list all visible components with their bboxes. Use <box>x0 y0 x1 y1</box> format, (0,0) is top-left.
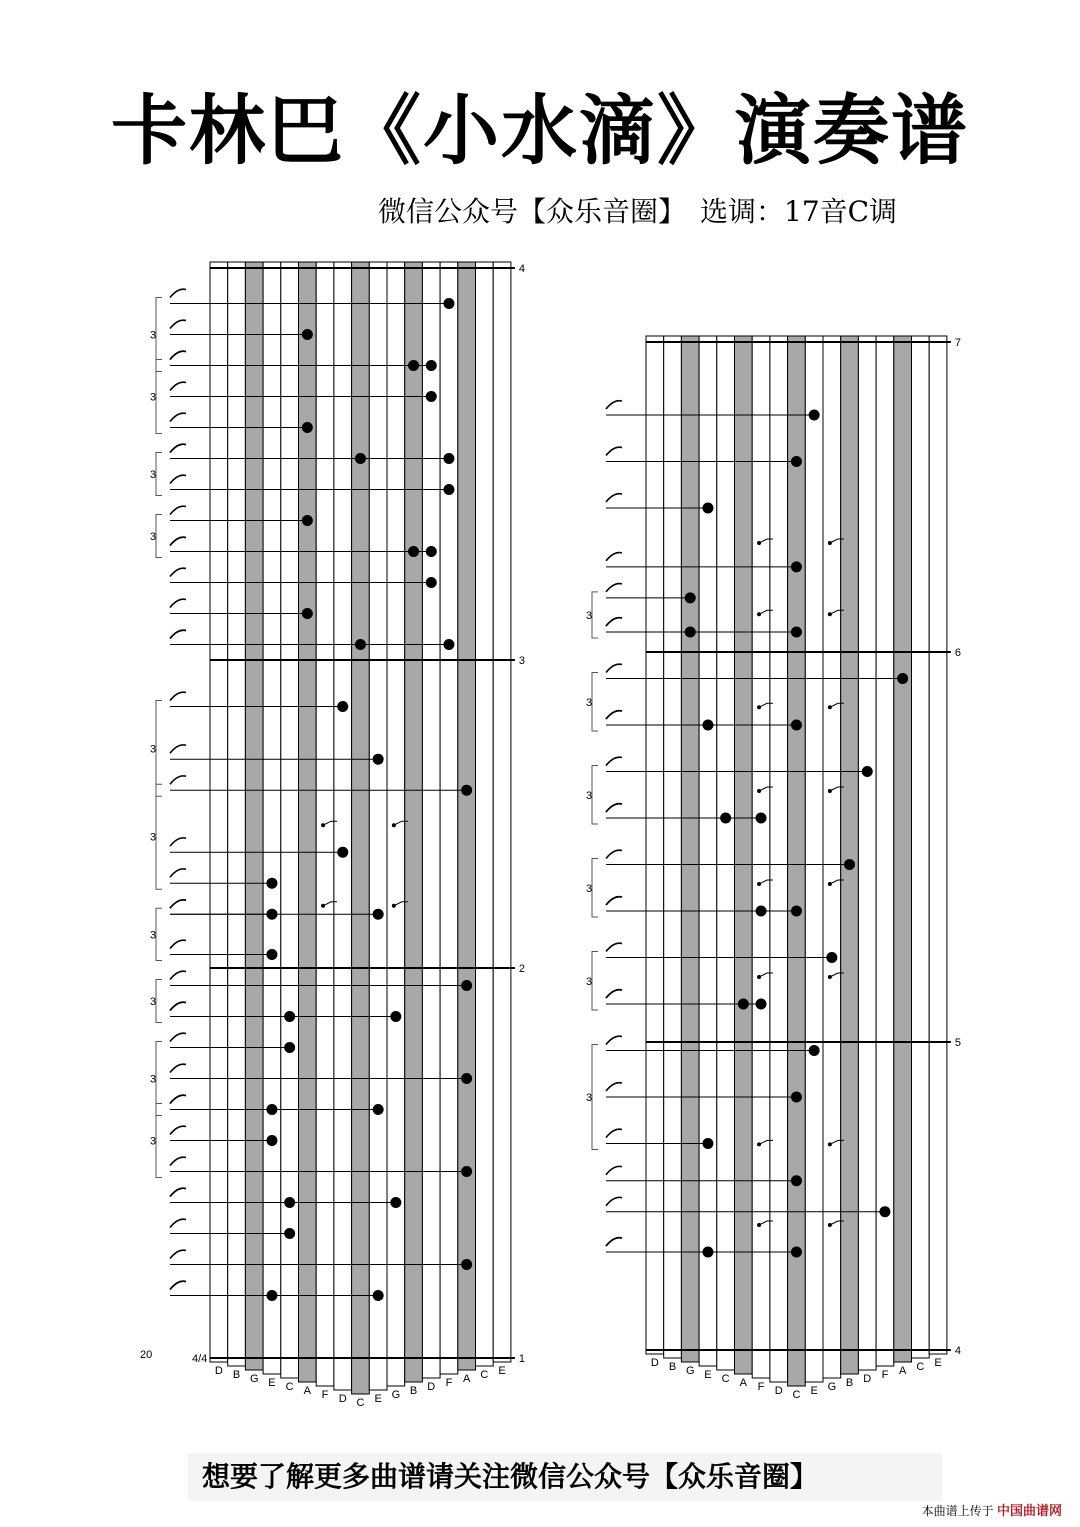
eighth-flag-icon <box>170 382 186 390</box>
note-dot-icon <box>862 766 873 777</box>
tine-label-F: F <box>445 1377 453 1389</box>
tine-15 <box>476 262 494 1366</box>
triplet-bracket <box>156 784 162 889</box>
note-dot-icon <box>426 391 437 402</box>
triplet-label: 3 <box>585 1092 593 1104</box>
note-dot-icon <box>461 1073 472 1084</box>
note-dot-icon <box>443 639 454 650</box>
note-dot-icon <box>302 422 313 433</box>
triplet-bracket <box>156 360 162 434</box>
eighth-flag-icon <box>606 1238 622 1246</box>
tine-11 <box>841 336 859 1374</box>
eighth-flag-icon <box>170 599 186 607</box>
eighth-flag-icon <box>170 776 186 784</box>
note-dot-icon <box>826 952 837 963</box>
eighth-flag-icon <box>606 584 622 592</box>
note-dot-icon <box>266 949 277 960</box>
eighth-flag-icon <box>170 900 186 908</box>
eighth-flag-icon <box>170 869 186 877</box>
measure-number: 1 <box>518 1353 526 1365</box>
eighth-flag-icon <box>170 1281 186 1289</box>
note-dot-icon <box>266 1135 277 1146</box>
tine-label-C: C <box>480 1369 489 1381</box>
tine-8 <box>788 336 806 1386</box>
triplet-label: 3 <box>585 882 593 895</box>
measure-number: 6 <box>954 647 962 659</box>
tine-label-B: B <box>232 1369 241 1381</box>
triplet-bracket <box>592 1045 598 1150</box>
note-dot-icon <box>461 785 472 796</box>
tine-label-D: D <box>427 1381 436 1393</box>
tine-12 <box>422 262 440 1378</box>
eighth-flag-icon <box>606 757 622 765</box>
tine-label-C: C <box>916 1361 925 1373</box>
tine-1 <box>664 336 682 1358</box>
tine-label-A: A <box>303 1385 312 1397</box>
tine-label-B: B <box>409 1385 418 1397</box>
triplet-label: 3 <box>149 743 157 756</box>
tine-label-C: C <box>356 1397 365 1409</box>
eighth-flag-icon <box>606 804 622 812</box>
eighth-flag-icon <box>170 568 186 576</box>
eighth-flag-icon <box>170 1002 186 1010</box>
triplet-label: 3 <box>149 929 157 942</box>
tine-8 <box>352 262 370 1394</box>
page-title: 卡林巴《小水滴》演奏谱 <box>111 86 969 175</box>
eighth-flag-icon <box>606 494 622 502</box>
triplet-bracket <box>156 980 162 1023</box>
triplet-label: 3 <box>585 789 593 802</box>
eighth-flag-icon <box>606 618 622 626</box>
tine-label-B: B <box>668 1361 677 1373</box>
tine-4 <box>717 336 735 1370</box>
note-dot-icon <box>390 1197 401 1208</box>
triplet-label: 3 <box>149 391 157 404</box>
note-dot-icon <box>337 701 348 712</box>
eighth-flag-icon <box>606 897 622 905</box>
eighth-flag-icon <box>170 940 186 948</box>
tine-label-E: E <box>704 1369 712 1381</box>
note-dot-icon <box>461 1259 472 1270</box>
note-dot-icon <box>284 1042 295 1053</box>
tine-2 <box>245 262 263 1370</box>
eighth-flag-icon <box>606 1197 622 1205</box>
measure-number: 5 <box>954 1037 962 1049</box>
eighth-flag-icon <box>170 1188 186 1196</box>
measure-number: 4 <box>954 1345 962 1357</box>
tine-label-D: D <box>214 1365 223 1377</box>
note-dot-icon <box>266 878 277 889</box>
eighth-flag-icon <box>606 711 622 719</box>
note-dot-icon <box>702 503 713 514</box>
eighth-flag-icon <box>606 553 622 561</box>
score-column-1 <box>150 262 525 1409</box>
tine-label-G: G <box>827 1381 837 1393</box>
tine-label-A: A <box>462 1373 471 1385</box>
triplet-label: 3 <box>149 469 157 481</box>
eighth-flag-icon <box>170 475 186 483</box>
note-dot-icon <box>302 608 313 619</box>
eighth-flag-icon <box>606 664 622 672</box>
tine-6 <box>752 336 770 1378</box>
measure-number: 2 <box>518 963 526 975</box>
note-dot-icon <box>791 561 802 572</box>
eighth-flag-icon <box>170 289 186 297</box>
tine-label-F: F <box>757 1381 765 1393</box>
watermark-prefix: 本曲谱上传于 <box>921 1504 994 1518</box>
note-dot-icon <box>791 1175 802 1186</box>
tine-label-F: F <box>881 1369 889 1381</box>
tine-label-C: C <box>792 1389 801 1401</box>
triplet-bracket <box>592 766 598 825</box>
triplet-bracket <box>592 859 598 918</box>
tine-11 <box>405 262 423 1382</box>
tine-label-D: D <box>338 1393 347 1405</box>
eighth-flag-icon <box>170 351 186 359</box>
tine-label-E: E <box>934 1357 942 1369</box>
eighth-flag-icon <box>170 1219 186 1227</box>
eighth-flag-icon <box>606 1129 622 1137</box>
tine-label-E: E <box>810 1385 818 1397</box>
tine-label-E: E <box>374 1393 382 1405</box>
note-dot-icon <box>302 329 313 340</box>
measure-count: 20 <box>140 1349 153 1361</box>
eighth-flag-icon <box>606 850 622 858</box>
note-dot-icon <box>791 720 802 731</box>
note-dot-icon <box>337 847 348 858</box>
note-dot-icon <box>284 1228 295 1239</box>
tine-label-E: E <box>268 1377 276 1389</box>
triplet-label: 3 <box>585 696 593 709</box>
note-dot-icon <box>443 298 454 309</box>
note-dot-icon <box>791 456 802 467</box>
note-dot-icon <box>809 1045 820 1056</box>
eighth-flag-icon <box>606 1166 622 1174</box>
tine-7 <box>770 336 788 1382</box>
triplet-bracket <box>156 515 162 558</box>
time-signature: 4/4 <box>192 1353 208 1365</box>
triplet-bracket <box>156 453 162 496</box>
note-dot-icon <box>443 484 454 495</box>
tine-5 <box>735 336 753 1374</box>
note-dot-icon <box>373 1290 384 1301</box>
note-dot-icon <box>302 515 313 526</box>
tine-label-A: A <box>739 1377 748 1389</box>
eighth-flag-icon <box>170 838 186 846</box>
triplet-label: 3 <box>149 1073 157 1086</box>
tine-16 <box>929 336 947 1354</box>
eighth-flag-icon <box>606 943 622 951</box>
note-dot-icon <box>685 592 696 603</box>
eighth-flag-icon <box>606 401 622 409</box>
note-dot-icon <box>791 1092 802 1103</box>
tine-16 <box>493 262 511 1362</box>
triplet-label: 3 <box>149 996 157 1008</box>
triplet-bracket <box>592 592 598 638</box>
triplet-label: 3 <box>149 531 157 543</box>
triplet-bracket <box>156 298 162 372</box>
eighth-flag-icon <box>606 447 622 455</box>
watermark <box>922 1500 1062 1519</box>
tine-label-G: G <box>249 1373 259 1385</box>
note-dot-icon <box>461 980 472 991</box>
measure-number: 4 <box>518 263 526 275</box>
eighth-flag-icon <box>170 1250 186 1258</box>
eighth-flag-icon <box>170 444 186 452</box>
eighth-flag-icon <box>170 745 186 753</box>
eighth-flag-icon <box>170 1157 186 1165</box>
tine-label-D: D <box>863 1373 872 1385</box>
tine-label-E: E <box>498 1365 506 1377</box>
triplet-label: 3 <box>149 1135 157 1148</box>
tine-14 <box>458 262 476 1370</box>
tine-0 <box>646 336 664 1354</box>
triplet-bracket <box>156 1104 162 1178</box>
eighth-flag-icon <box>170 1064 186 1072</box>
note-dot-icon <box>756 813 767 824</box>
tine-14 <box>894 336 912 1362</box>
tine-label-C: C <box>285 1381 294 1393</box>
eighth-flag-icon <box>170 1126 186 1134</box>
eighth-flag-icon <box>170 320 186 328</box>
note-dot-icon <box>756 999 767 1010</box>
eighth-flag-icon <box>170 630 186 638</box>
tine-label-G: G <box>391 1389 401 1401</box>
tine-2 <box>681 336 699 1362</box>
note-dot-icon <box>461 1166 472 1177</box>
tine-label-G: G <box>685 1365 695 1377</box>
eighth-flag-icon <box>170 971 186 979</box>
tine-7 <box>334 262 352 1390</box>
triplet-label: 3 <box>585 609 593 622</box>
subtitle: 微信公众号【众乐音圈】 选调：17音C调 <box>378 195 898 228</box>
note-dot-icon <box>702 1138 713 1149</box>
note-dot-icon <box>844 859 855 870</box>
tine-9 <box>369 262 387 1390</box>
triplet-bracket <box>156 908 162 960</box>
eighth-flag-icon <box>170 537 186 545</box>
triplet-label: 3 <box>585 975 593 988</box>
note-dot-icon <box>791 906 802 917</box>
note-dot-icon <box>390 1011 401 1022</box>
triplet-bracket <box>592 673 598 732</box>
tine-3 <box>263 262 281 1374</box>
note-dot-icon <box>373 754 384 765</box>
note-dot-icon <box>879 1206 890 1217</box>
note-dot-icon <box>373 909 384 920</box>
tine-13 <box>440 262 458 1374</box>
triplet-label: 3 <box>149 831 157 844</box>
note-dot-icon <box>809 410 820 421</box>
note-dot-icon <box>897 673 908 684</box>
eighth-flag-icon <box>170 1033 186 1041</box>
tine-label-F: F <box>321 1389 329 1401</box>
measure-number: 3 <box>518 655 526 667</box>
note-dot-icon <box>426 360 437 371</box>
tine-10 <box>823 336 841 1378</box>
tine-label-D: D <box>774 1385 783 1397</box>
triplet-bracket <box>156 701 162 797</box>
eighth-flag-icon <box>170 506 186 514</box>
tine-4 <box>281 262 299 1378</box>
tine-label-A: A <box>898 1365 907 1377</box>
note-dot-icon <box>373 1104 384 1115</box>
eighth-flag-icon <box>170 1095 186 1103</box>
note-dot-icon <box>791 627 802 638</box>
triplet-label: 3 <box>149 329 157 342</box>
tine-label-B: B <box>845 1377 854 1389</box>
tine-label-C: C <box>721 1373 730 1385</box>
eighth-flag-icon <box>606 1036 622 1044</box>
watermark-brand: 中国曲谱网 <box>996 1503 1062 1518</box>
footer-text: 想要了解更多曲谱请关注微信公众号【众乐音圈】 <box>188 1453 942 1501</box>
tine-9 <box>805 336 823 1382</box>
note-dot-icon <box>443 453 454 464</box>
triplet-bracket <box>156 1042 162 1116</box>
eighth-flag-icon <box>170 413 186 421</box>
eighth-flag-icon <box>170 692 186 700</box>
note-dot-icon <box>426 546 437 557</box>
eighth-flag-icon <box>606 990 622 998</box>
tine-12 <box>858 336 876 1370</box>
score-column-2 <box>586 336 961 1401</box>
eighth-flag-icon <box>606 1083 622 1091</box>
tine-label-D: D <box>650 1357 659 1369</box>
note-dot-icon <box>791 1247 802 1258</box>
note-dot-icon <box>426 577 437 588</box>
note-dot-icon <box>738 999 749 1010</box>
tine-15 <box>912 336 930 1358</box>
measure-number: 7 <box>954 337 962 349</box>
triplet-bracket <box>592 952 598 1011</box>
